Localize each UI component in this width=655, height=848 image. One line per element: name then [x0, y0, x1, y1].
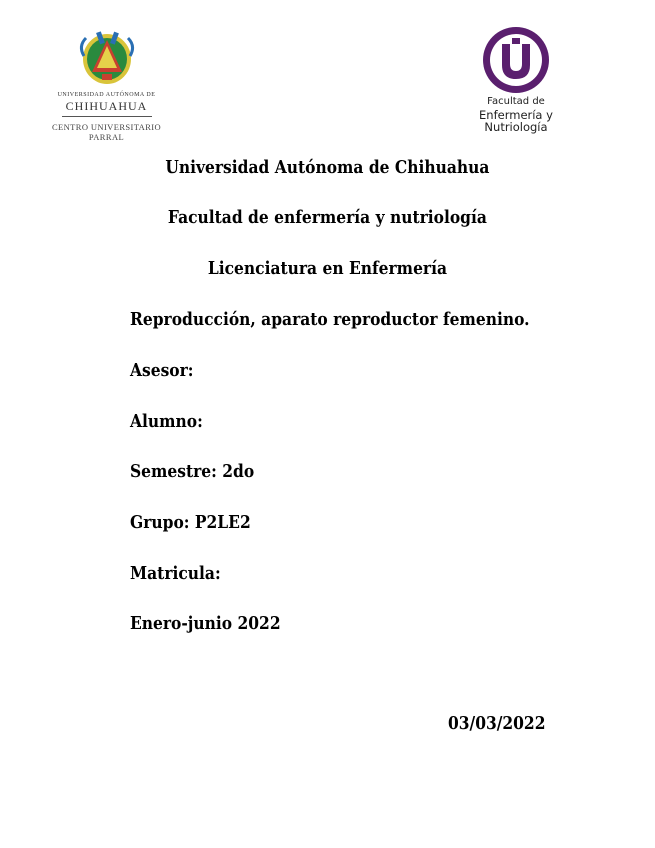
- group-label: Grupo: P2LE2: [130, 512, 251, 533]
- uach-line-1: UNIVERSIDAD AUTÓNOMA DE: [57, 92, 156, 98]
- uach-divider: [62, 116, 152, 117]
- uach-shield-icon: [72, 26, 142, 88]
- fen-caption: [466, 96, 566, 134]
- faculty-title: Facultad de enfermería y nutriología: [167, 207, 487, 228]
- program-title: Licenciatura en Enfermería: [207, 258, 447, 279]
- period-label: Enero-junio 2022: [130, 613, 281, 634]
- date-label: 03/03/2022: [448, 713, 546, 734]
- semester-label: Semestre: 2do: [130, 461, 255, 482]
- university-title: Universidad Autónoma de Chihuahua: [165, 157, 490, 178]
- uach-line-2: CHIHUAHUA: [65, 99, 148, 113]
- fen-line-3: Nutriología: [484, 120, 548, 134]
- student-label: Alumno:: [130, 411, 203, 432]
- uach-logo: [34, 26, 179, 142]
- id-label: Matricula:: [130, 563, 221, 584]
- topic-title: Reproducción, aparato reproductor femenino.: [130, 309, 530, 330]
- fen-emblem-icon: [466, 24, 566, 94]
- fen-logo: [466, 24, 566, 144]
- advisor-label: Asesor:: [130, 360, 194, 381]
- fen-line-2: Enfermería y: [479, 107, 553, 122]
- fen-line-1: Facultad de: [487, 96, 545, 107]
- uach-line-3: CENTRO UNIVERSITARIO PARRAL: [51, 122, 162, 142]
